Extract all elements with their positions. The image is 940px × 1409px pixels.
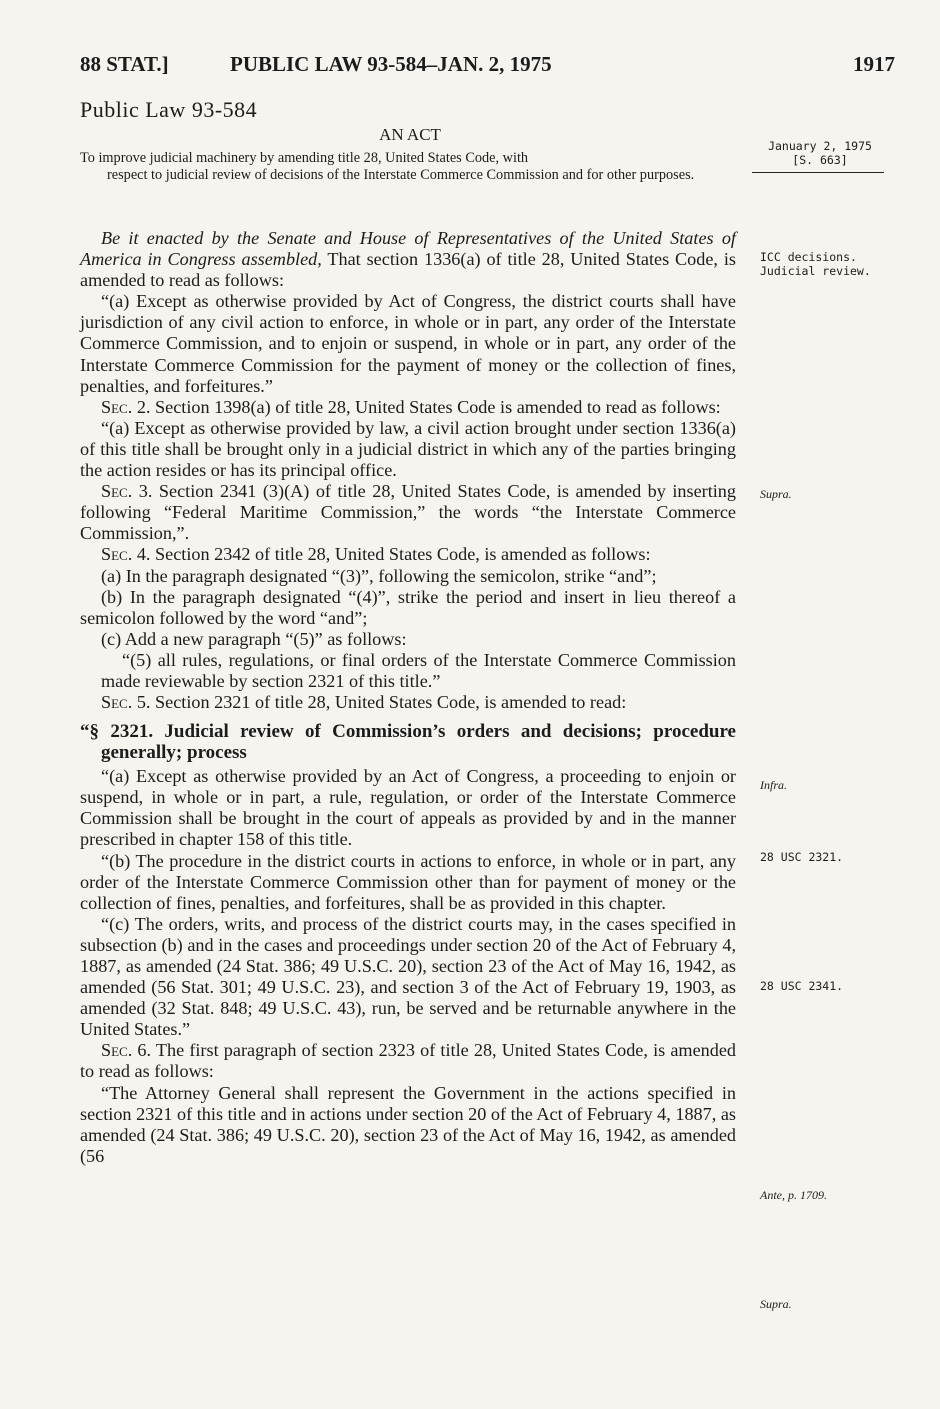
paragraph: “(a) Except as otherwise provided by law, a civil action brought under section 1336(a) of this title shall be brought only in a judicial district in which any of the parties bringing the action resides or has its principal office. (80, 417, 736, 481)
section-label: Sec. 5. (101, 692, 151, 713)
section-label: Sec. 2. (101, 396, 151, 417)
section-6 (80, 1040, 736, 1082)
section-text: Section 2341 (3)(A) of title 28, United States Code, is amended by inserting following “Federal Maritime Commission,” the words “the Interstate Commerce Commission,”. (80, 481, 736, 544)
act-body (80, 228, 736, 1167)
enacting-clause-text: That section 1336(a) of title 28, United States Code, is amended to read as follows: (80, 249, 737, 291)
margin-icc-note (760, 250, 871, 278)
margin-bill-number: [S. 663] (792, 153, 848, 167)
paragraph: (a) In the paragraph designated “(3)”, following the semicolon, strike “and”; (101, 565, 657, 586)
paragraph: “(c) The orders, writs, and process of the district courts may, in the cases specified in subsection (b) and in the cases and proceedings under section 20 of the Act of February 4, 1887, as amended (24 Stat. 386; 49 U.S.C. 20), section 23 of the Act of May 16, 1942, as amended (56 Stat. 301; 49 U.S.C. 23), and section 3 of the Act of February 19, 1903, as amended (32 Stat. 848; 49 U.S.C. 43), run, be served and be returnable anywhere in the United States.” (80, 913, 736, 1040)
header-law-title: PUBLIC LAW 93-584–JAN. 2, 1975 (230, 52, 552, 76)
margin-usc-2341: 28 USC 2341. (760, 979, 844, 993)
margin-usc-2321: 28 USC 2321. (760, 850, 844, 864)
enacting-clause-italic: Be it enacted by the Senate and House of Representatives of the United States of America in Congress assembled, (80, 228, 736, 270)
margin-infra: Infra. (760, 778, 787, 792)
header-stat-ref: 88 STAT.] (80, 52, 169, 76)
header-page-number: 1917 (853, 52, 895, 76)
paragraph: “(b) The procedure in the district courts in actions to enforce, in whole or in part, any order of the Interstate Commerce Commission other than for payment of money or the collection of fines, penalties, and forfeitures, shall be as provided in this chapter. (80, 850, 736, 913)
section-label: Sec. 3. (101, 481, 153, 502)
paragraph: “The Attorney General shall represent the Government in the actions specified in section 2321 of this title and in actions under section 20 of the Act of February 4, 1887, as amended (24 Stat. 386; 49 U.S.C. 20), section 23 of the Act of May 16, 1942, as amended (56 (80, 1082, 736, 1166)
section-3 (80, 481, 736, 544)
purpose-continuation: respect to judicial review of decisions of the Interstate Commerce Commission and for other purposes. (107, 166, 695, 183)
section-label: Sec. 6. (101, 1040, 152, 1061)
section-text: Section 2321 of title 28, United States Code, is amended to read: (150, 692, 627, 713)
section-heading-2321: “§ 2321. Judicial review of Commission’s orders and decisions; procedure generally; process (80, 721, 736, 764)
paragraph: “(a) Except as otherwise provided by an Act of Congress, a proceeding to enjoin or suspend, in whole or in part, a rule, regulation, or order of the Interstate Commerce Commission shall be brought in the court of appeals as provided by and in the manner prescribed in chapter 158 of this title. (80, 766, 736, 850)
enacting-clause (80, 228, 736, 291)
section-5 (80, 692, 736, 713)
purpose-line-1: To improve judicial machinery by amending title 28, United States Code, with (80, 150, 529, 166)
section-2 (80, 397, 736, 418)
section-text: Section 1398(a) of title 28, United States Code is amended to read as follows: (150, 396, 721, 417)
section-text: The first paragraph of section 2323 of title 28, United States Code, is amended to read as follows: (80, 1040, 736, 1082)
act-title: AN ACT (379, 125, 441, 144)
margin-divider (752, 172, 884, 173)
margin-supra-1: Supra. (760, 487, 792, 501)
paragraph: “(a) Except as otherwise provided by Act of Congress, the district courts shall have jurisdiction of any civil action to enforce, in whole or in part, any order of the Interstate Commerce Commission, and to enjoin or suspend, in whole or in part, any order of the Interstate Commerce Commission for the payment of money or the collection of fines, penalties, and forfeitures.” (80, 291, 736, 396)
section-text: Section 2342 of title 28, United States Code, is amended as follows: (150, 544, 651, 565)
margin-icc-line-1: ICC decisions. (760, 250, 857, 264)
paragraph: “(5) all rules, regulations, or final orders of the Interstate Commerce Commission made reviewable by section 2321 of this title.” (101, 649, 736, 691)
running-header (80, 52, 895, 82)
margin-ante: Ante, p. 1709. (760, 1188, 827, 1202)
margin-date-note (760, 139, 880, 167)
act-purpose (80, 150, 735, 183)
paragraph: (b) In the paragraph designated “(4)”, strike the period and insert in lieu thereof a semicolon followed by the word “and”; (80, 586, 736, 628)
margin-date: January 2, 1975 (768, 139, 872, 153)
margin-supra-2: Supra. (760, 1297, 792, 1311)
margin-icc-line-2: Judicial review. (760, 264, 871, 278)
section-label: Sec. 4. (101, 544, 151, 565)
paragraph: (c) Add a new paragraph “(5)” as follows: (101, 628, 407, 649)
section-4 (80, 544, 736, 565)
public-law-id: Public Law 93-584 (80, 97, 258, 122)
